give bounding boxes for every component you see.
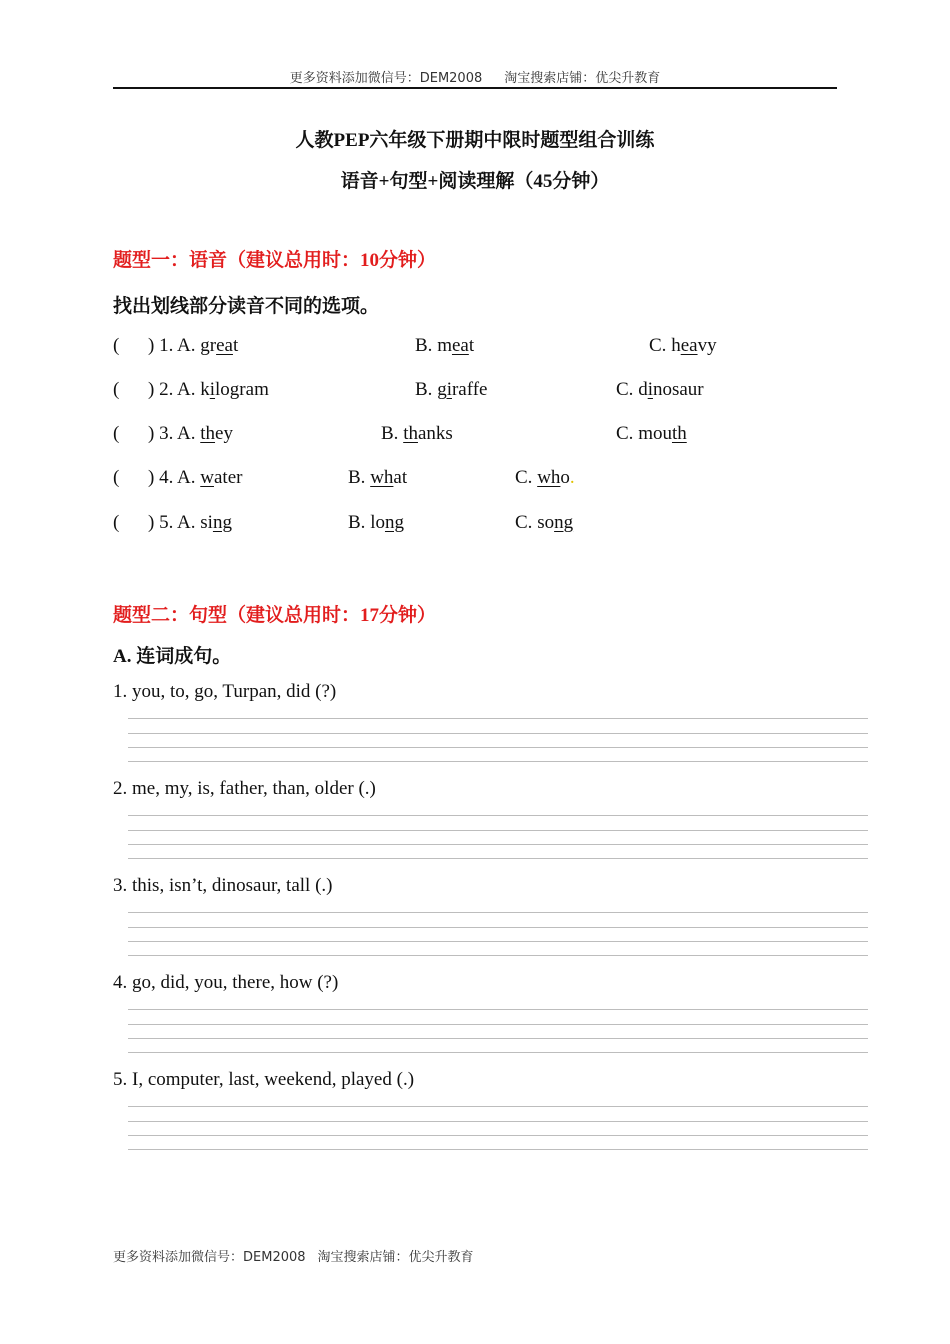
option-b — [415, 335, 474, 357]
answer-line[interactable] — [128, 955, 868, 956]
header-divider — [113, 87, 837, 89]
answer-line[interactable] — [128, 844, 868, 845]
option-b-word — [437, 379, 487, 400]
option-c-word — [671, 335, 716, 356]
word-part: so — [537, 512, 555, 533]
word-part: d — [638, 379, 648, 400]
option-label: B. — [415, 379, 438, 400]
option-c-word — [638, 423, 687, 444]
option-label: C. — [616, 423, 639, 444]
answer-bracket[interactable]: ( — [113, 423, 120, 444]
footer-wechat: 更多资料添加微信号：DEM2008 — [113, 1250, 306, 1265]
question-number: ) 4. A. — [148, 467, 201, 488]
option-label: B. — [348, 467, 371, 488]
sentence-question: 1. you, to, go, Turpan, did (?) — [113, 681, 337, 702]
section-2-subheading: A. 连词成句。 — [113, 646, 232, 667]
underlined-letters: ng — [212, 512, 232, 533]
option-a-word — [200, 512, 232, 533]
page-subtitle: 语音+句型+阅读理解（45分钟） — [340, 171, 610, 192]
word-part: k — [200, 379, 210, 400]
underlined-letters: wh — [370, 467, 394, 488]
option-a-word — [200, 335, 238, 356]
word-part: h — [671, 335, 681, 356]
option-a — [148, 467, 242, 489]
underlined-letters: wh — [537, 467, 561, 488]
option-b-word — [370, 467, 407, 488]
question-number: ) 5. A. — [148, 512, 201, 533]
option-b-word — [370, 512, 404, 533]
word-part: at — [393, 467, 408, 488]
word-part: anks — [417, 423, 453, 444]
page-title: 人教PEP六年级下册期中限时题型组合训练 — [295, 130, 655, 151]
question-number: ) 1. A. — [148, 335, 201, 356]
sentence-question: 3. this, isn’t, dinosaur, tall (.) — [113, 875, 333, 896]
option-a — [148, 512, 232, 534]
header-wechat: 更多资料添加微信号：DEM2008 — [289, 71, 483, 86]
option-a — [148, 423, 233, 445]
word-part: lo — [370, 512, 385, 533]
option-c-word — [537, 467, 570, 488]
answer-line[interactable] — [128, 733, 868, 734]
option-b — [348, 467, 407, 489]
option-c — [515, 512, 573, 534]
underlined-letters: i — [647, 379, 653, 400]
option-label: B. — [381, 423, 404, 444]
option-c — [515, 467, 575, 489]
option-c — [616, 423, 687, 445]
underlined-letters: th — [671, 423, 687, 444]
option-a — [148, 335, 238, 357]
answer-bracket[interactable]: ( — [113, 335, 120, 356]
underlined-letters: ng — [554, 512, 574, 533]
option-b-word — [403, 423, 453, 444]
word-part: gr — [200, 335, 217, 356]
option-c-word — [537, 512, 573, 533]
answer-bracket[interactable]: ( — [113, 512, 120, 533]
section-2-heading: 题型二：句型（建议总用时：17分钟） — [113, 605, 437, 626]
answer-line[interactable] — [128, 830, 868, 831]
answer-line[interactable] — [128, 858, 868, 859]
word-part: m — [437, 335, 452, 356]
underlined-letters: th — [403, 423, 418, 444]
word-part: raffe — [451, 379, 488, 400]
question-number: ) 2. A. — [148, 379, 201, 400]
option-b — [415, 379, 487, 401]
sentence-question: 2. me, my, is, father, than, older (.) — [113, 778, 376, 799]
underlined-letters: gi — [437, 379, 452, 400]
answer-line[interactable] — [128, 927, 868, 928]
word-part: t — [468, 335, 475, 356]
word-part: ey — [215, 423, 233, 444]
option-a — [148, 379, 269, 401]
sentence-question: 4. go, did, you, there, how (?) — [113, 972, 339, 993]
option-label: C. — [515, 467, 538, 488]
page-footer — [113, 1246, 474, 1265]
answer-line[interactable] — [128, 1149, 868, 1150]
underlined-letters: th — [200, 423, 216, 444]
answer-line[interactable] — [128, 1106, 868, 1107]
answer-line[interactable] — [128, 1009, 868, 1010]
word-part: si — [200, 512, 213, 533]
option-a-word — [200, 423, 233, 444]
answer-line[interactable] — [128, 1052, 868, 1053]
option-a-word — [200, 379, 269, 400]
underlined-letters: ng — [384, 512, 404, 533]
header-taobao: 淘宝搜索店铺：优尖升教育 — [504, 71, 661, 86]
answer-bracket[interactable]: ( — [113, 467, 120, 488]
word-part: nosaur — [652, 379, 704, 400]
option-c — [616, 379, 704, 401]
answer-line[interactable] — [128, 761, 868, 762]
answer-line[interactable] — [128, 1038, 868, 1039]
word-part: mou — [638, 423, 672, 444]
answer-line[interactable] — [128, 815, 868, 816]
page-header — [0, 67, 950, 86]
answer-line[interactable] — [128, 912, 868, 913]
option-b — [381, 423, 453, 445]
option-b — [348, 512, 404, 534]
underlined-letters: ea — [216, 335, 233, 356]
option-c-word — [638, 379, 703, 400]
option-label: B. — [348, 512, 371, 533]
underlined-letters: ea — [680, 335, 698, 356]
option-b-word — [437, 335, 474, 356]
sentence-question: 5. I, computer, last, weekend, played (.) — [113, 1069, 415, 1090]
option-c — [649, 335, 717, 357]
underlined-letters: i — [209, 379, 216, 400]
answer-line[interactable] — [128, 941, 868, 942]
word-part: o — [560, 467, 570, 488]
answer-line[interactable] — [128, 1135, 868, 1136]
word-part: t — [232, 335, 239, 356]
answer-bracket[interactable]: ( — [113, 379, 120, 400]
word-part: ater — [213, 467, 243, 488]
trailing-mark: . — [569, 467, 575, 488]
option-label: C. — [515, 512, 538, 533]
word-part: vy — [697, 335, 717, 356]
answer-line[interactable] — [128, 718, 868, 719]
question-number: ) 3. A. — [148, 423, 201, 444]
option-label: B. — [415, 335, 438, 356]
answer-line[interactable] — [128, 747, 868, 748]
word-part: logram — [215, 379, 269, 400]
footer-taobao: 淘宝搜索店铺：优尖升教育 — [317, 1250, 474, 1265]
option-label: C. — [616, 379, 639, 400]
section-1-heading: 题型一：语音（建议总用时：10分钟） — [113, 250, 437, 271]
option-label: C. — [649, 335, 672, 356]
answer-line[interactable] — [128, 1024, 868, 1025]
underlined-letters: ea — [451, 335, 469, 356]
section-1-instruction: 找出划线部分读音不同的选项。 — [113, 296, 380, 317]
underlined-letters: w — [200, 467, 214, 488]
answer-line[interactable] — [128, 1121, 868, 1122]
option-a-word — [200, 467, 242, 488]
